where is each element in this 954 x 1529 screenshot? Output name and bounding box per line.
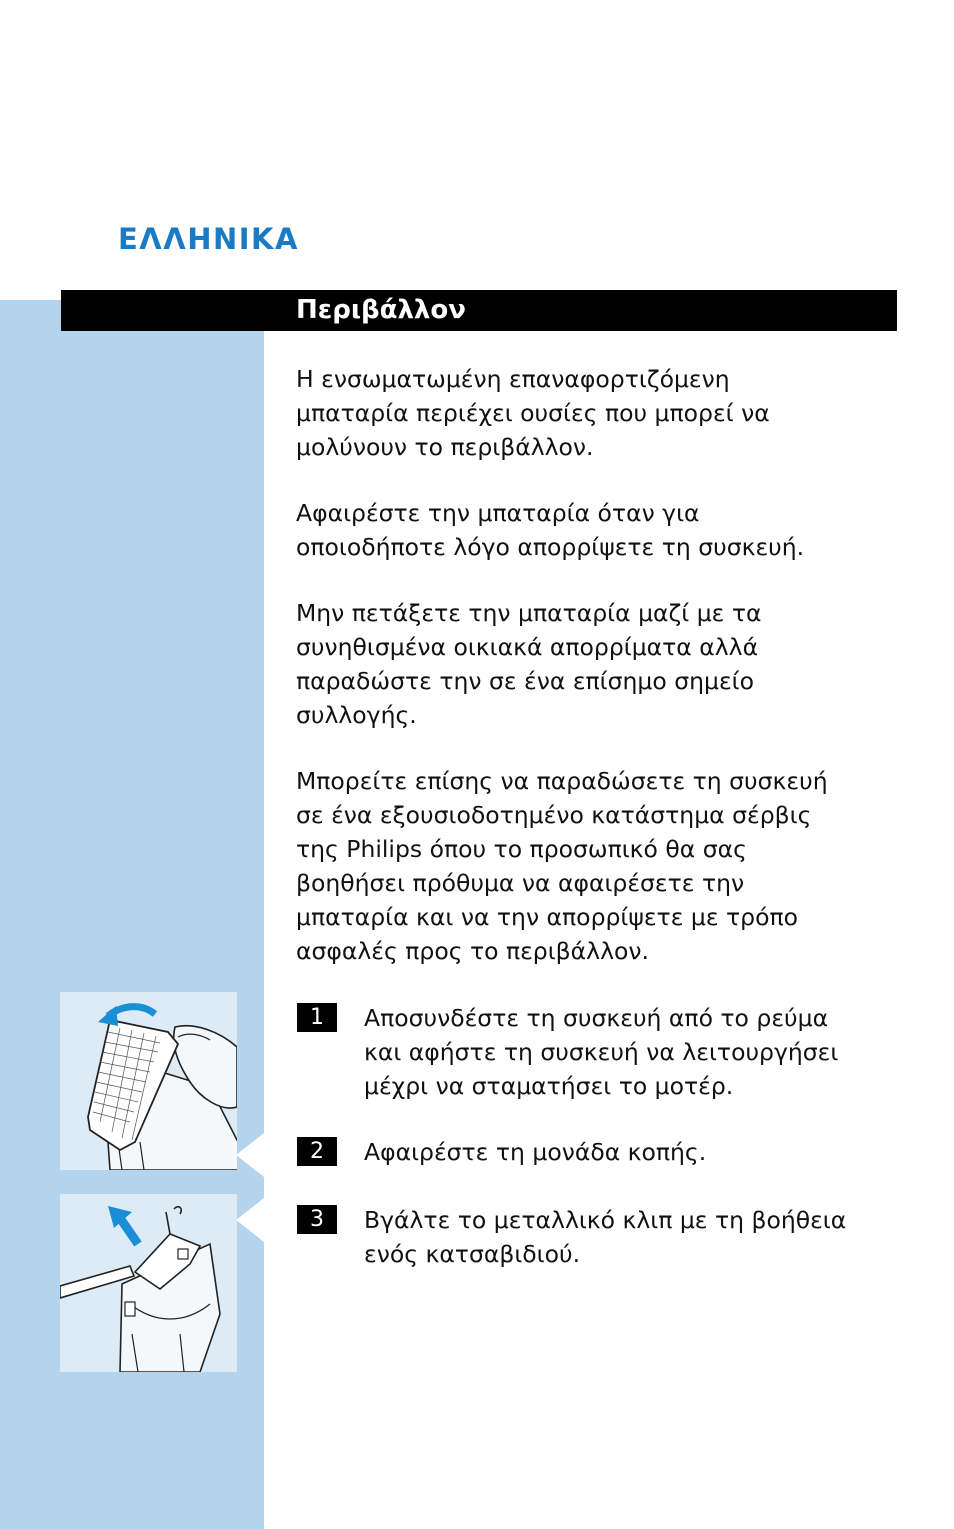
paragraph-remove-battery <box>296 496 916 564</box>
paragraph-service-center <box>296 764 916 968</box>
text-line: παραδώστε την σε ένα επίσημο σημείο <box>296 667 754 695</box>
illustration-remove-metal-clip <box>60 1194 237 1372</box>
text-line: Μπορείτε επίσης να παραδώσετε τη συσκευή <box>296 767 828 795</box>
text-line: ενός κατσαβιδιού. <box>364 1240 581 1268</box>
illustration-pointer <box>236 1198 264 1242</box>
text-line: μπαταρία περιέχει ουσίες που μπορεί να <box>296 399 770 427</box>
metal-clip-drawing <box>60 1194 237 1372</box>
text-line: οποιοδήποτε λόγο απορρίψετε τη συσκευή. <box>296 533 805 561</box>
text-line: της Philips όπου το προσωπικό θα σας <box>296 835 747 863</box>
section-title-bar <box>61 290 897 331</box>
section-title: Περιβάλλον <box>296 295 466 325</box>
step-number-1: 1 <box>297 1003 337 1032</box>
text-line: Αποσυνδέστε τη συσκευή από το ρεύμα <box>364 1004 829 1032</box>
text-line: μπαταρία και να την απορρίψετε με τρόπο <box>296 903 798 931</box>
step-number-2: 2 <box>297 1137 337 1166</box>
step-3-text <box>364 1203 924 1271</box>
text-line: Μην πετάξετε την μπαταρία μαζί με τα <box>296 599 762 627</box>
text-line: Η ενσωματωμένη επαναφορτιζόμενη <box>296 365 730 393</box>
paragraph-disposal <box>296 596 916 732</box>
step-1-text <box>364 1001 924 1103</box>
step-2-text <box>364 1135 924 1169</box>
text-line: και αφήστε τη συσκευή να λειτουργήσει <box>364 1038 839 1066</box>
text-line: μέχρι να σταματήσει το μοτέρ. <box>364 1072 734 1100</box>
step-number-3: 3 <box>297 1205 337 1234</box>
shaver-head-drawing <box>60 992 237 1170</box>
text-line: Αφαιρέστε την μπαταρία όταν για <box>296 499 700 527</box>
language-heading: ΕΛΛΗΝΙΚΑ <box>118 222 299 256</box>
illustration-remove-cutting-unit <box>60 992 237 1170</box>
paragraph-battery-substances <box>296 362 916 464</box>
text-line: βοηθήσει πρόθυμα να αφαιρέσετε την <box>296 869 745 897</box>
text-line: ασφαλές προς το περιβάλλον. <box>296 937 649 965</box>
illustration-pointer <box>236 1133 264 1177</box>
text-line: Αφαιρέστε τη μονάδα κοπής. <box>364 1138 707 1166</box>
text-line: συλλογής. <box>296 701 417 729</box>
text-line: συνηθισμένα οικιακά απορρίματα αλλά <box>296 633 759 661</box>
text-line: Βγάλτε το μεταλλικό κλιπ με τη βοήθεια <box>364 1206 847 1234</box>
text-line: μολύνουν το περιβάλλον. <box>296 433 594 461</box>
text-line: σε ένα εξουσιοδοτημένο κατάστημα σέρβις <box>296 801 812 829</box>
